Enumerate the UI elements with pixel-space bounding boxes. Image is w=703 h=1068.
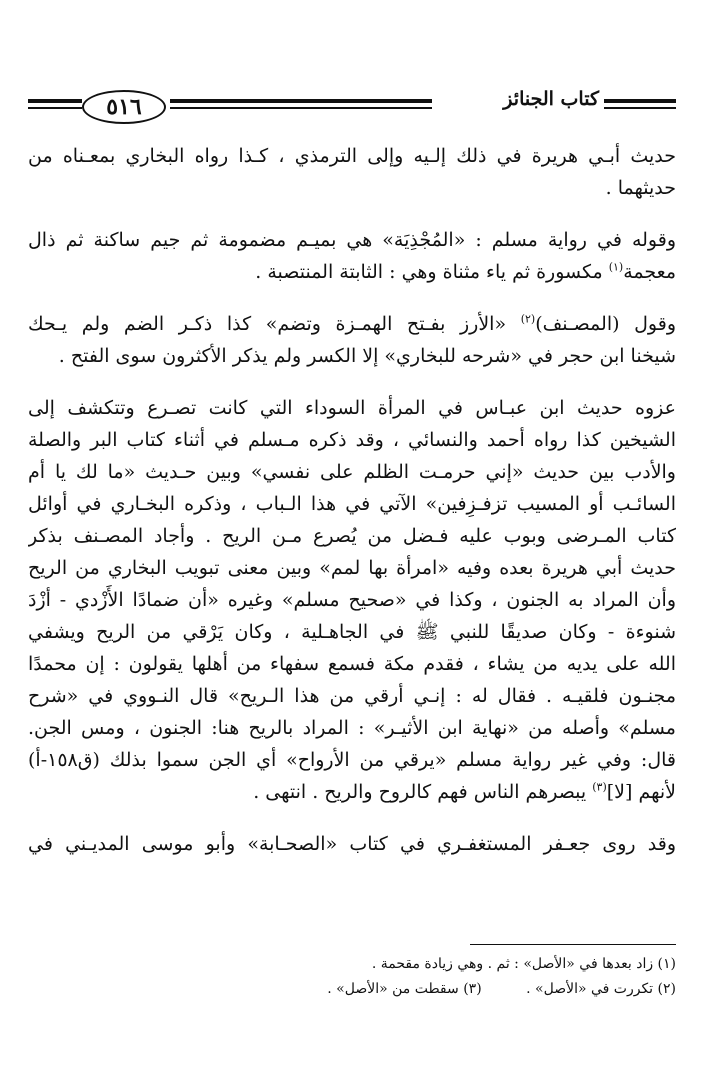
text-line: والأدب بين حديث «إني حرمـت الظلم على نفسي» وبين حـديث «ما لك يا أم — [28, 461, 676, 483]
text-segment: «الأرز بفـتح الهمـزة وتضم» كذا ذكـر الضم ولم يـحك — [28, 313, 507, 335]
footnote-3: (٣) سقطت من «الأصل» . — [327, 981, 482, 997]
text-line — [28, 308, 676, 340]
text-line — [28, 256, 676, 288]
text-line: شيخنا ابن حجر في «شرحه للبخاري» إلا الكسر ولم يذكر الأكثرون سوى الفتح . — [58, 345, 676, 367]
footnote-marker: (٢) — [520, 312, 536, 326]
header-rule-middle-thick — [170, 99, 432, 103]
footnote-marker: (١) — [608, 260, 624, 274]
text-line: مسلم» وأصله من «نهاية ابن الأثيـر» : المراد بالريح هنا: الجنون ، ومس الجن. — [28, 717, 676, 739]
page-header — [0, 82, 703, 132]
text-line — [28, 776, 676, 808]
text-line: شنوءة - وكان صديقًا للنبي ﷺ في الجاهـلية ، وكان يَرْقي من الريح ويشفي — [28, 621, 676, 643]
text-line: عزوه حديث ابن عبـاس في المرأة السوداء التي كانت تصـرع وتتكشف إلى — [28, 397, 676, 419]
text-line: حديث أبي هريرة بعده وفيه «امرأة بها لمم» وبين معنى تبويب البخاري من الريح — [28, 557, 676, 579]
header-rule-left-thick — [28, 99, 82, 103]
text-segment: يبصرهم الناس فهم كالروح والريح . انتهى . — [253, 781, 587, 803]
footnote-marker: (٣) — [592, 780, 607, 794]
text-line: الله على يديه من يشاء ، فقدم مكة فسمع سفهاء من أهلها يقولون : إن محمدًا — [28, 653, 676, 675]
book-title: كتاب الجنائز — [503, 88, 599, 110]
header-rule-left-thin — [28, 107, 82, 109]
header-rule-right-thin — [604, 107, 676, 109]
header-rule-middle-thin — [170, 107, 432, 109]
footnotes — [28, 952, 676, 1002]
text-segment: مكسورة ثم ياء مثناة وهي : الثابتة المنتصبة . — [255, 261, 603, 283]
text-line: مجنـون فلقيـه . فقال له : إنـي أرقي من هذا الـريح» قال النـووي في «شرح — [28, 685, 676, 707]
footnote-2: (٢) تكررت في «الأصل» . — [526, 981, 676, 997]
header-rule-right-thick — [604, 99, 676, 103]
text-line: وأن المراد به الجنون ، وكذا في «صحيح مسلم» وغيره «أن ضمادًا الأَزْدي - أزْدَ — [28, 589, 676, 611]
text-line: حديثهما . — [605, 177, 676, 199]
text-line: السائـب أو المسيب تزفـزِفين» الآتي في هذا الـباب ، وذكره البخـاري في أوائل — [28, 493, 676, 515]
text-line: حديث أبـي هريرة في ذلك إلـيه وإلى الترمذي ، كـذا رواه البخاري بمعـناه من — [28, 145, 676, 167]
text-line: وقد روى جعـفر المستغفـري في كتاب «الصحـابة» وأبو موسى المديـني في — [28, 833, 676, 855]
text-line: الشيخين كذا رواه أحمد والنسائي ، وقد ذكره مـسلم في أثناء كتاب البر والصلة — [28, 429, 676, 451]
text-line: قال: وفي غير رواية مسلم «يرقي من الأرواح» أي الجن سموا بذلك (ق١٥٨-أ) — [28, 749, 676, 771]
text-segment: معجمة — [623, 261, 676, 283]
text-line: كتاب المـرضى وبوب عليه فـضل من يُصرع مـن الريح . وأجاد المصـنف بذكر — [28, 525, 676, 547]
footnote-row — [28, 977, 676, 1002]
text-line: وقوله في رواية مسلم : «المُجْذِيَة» هي بميـم مضمومة ثم جيم ساكنة ثم ذال — [28, 229, 676, 251]
text-segment: وقول (المصـنف) — [535, 313, 676, 335]
page-number: ٥١٦ — [82, 90, 166, 124]
footnote-separator — [470, 944, 676, 945]
main-text — [28, 140, 676, 860]
text-segment: لأنهم [لا] — [606, 781, 676, 803]
footnote-1: (١) زاد بعدها في «الأصل» : ثم . وهي زيادة مقحمة . — [371, 956, 676, 972]
